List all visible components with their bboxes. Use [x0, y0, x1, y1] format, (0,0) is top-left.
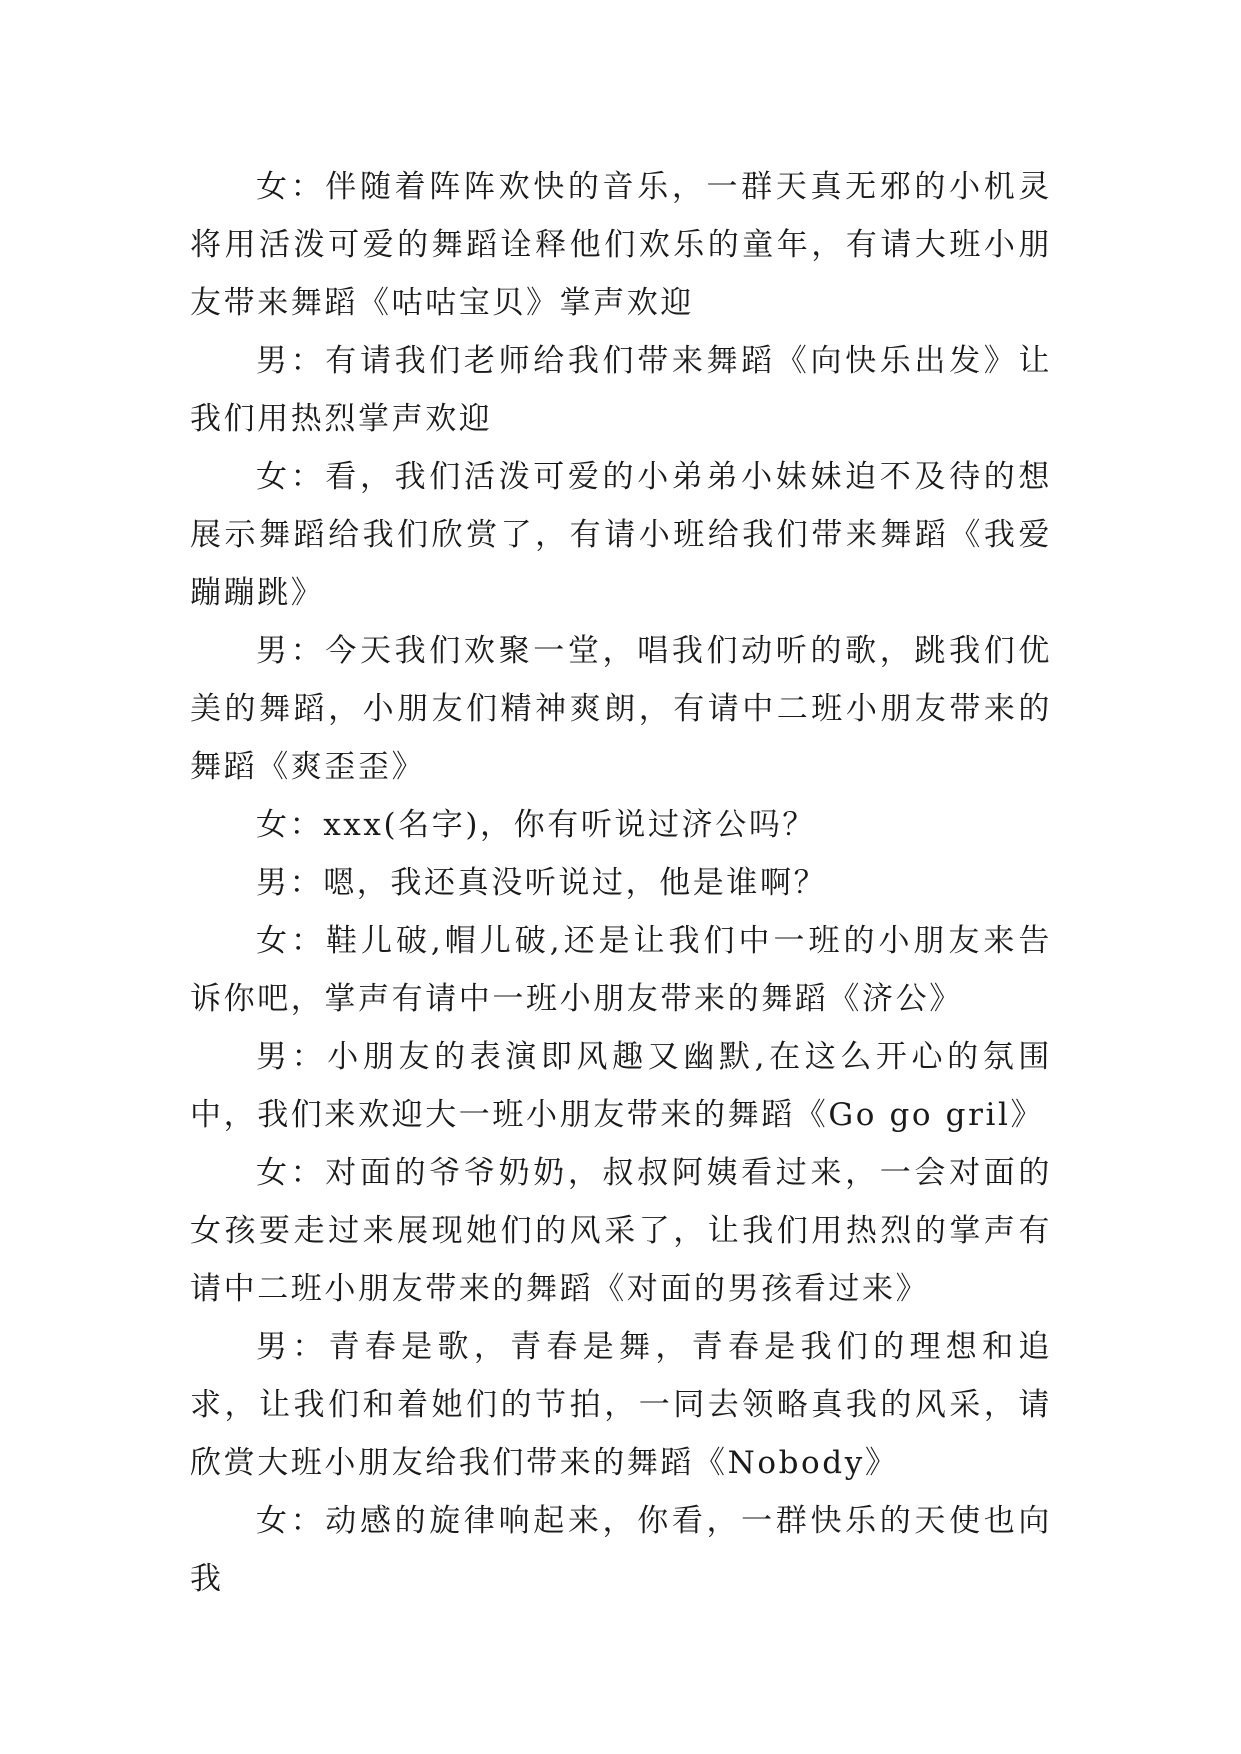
paragraph-8: 男：小朋友的表演即风趣又幽默,在这么开心的氛围中，我们来欢迎大一班小朋友带来的舞蹈《Go go gril》 [190, 1039, 1052, 1133]
paragraph-7: 女：鞋儿破,帽儿破,还是让我们中一班的小朋友来告诉你吧，掌声有请中一班小朋友带来的舞蹈《济公》 [190, 923, 1052, 1017]
paragraph-3: 女：看，我们活泼可爱的小弟弟小妹妹迫不及待的想展示舞蹈给我们欣赏了，有请小班给我们带来舞蹈《我爱蹦蹦跳》 [190, 459, 1052, 611]
paragraph-6: 男：嗯，我还真没听说过，他是谁啊？ [256, 865, 828, 901]
paragraph-9: 女：对面的爷爷奶奶，叔叔阿姨看过来，一会对面的女孩要走过来展现她们的风采了，让我们用热烈的掌声有请中二班小朋友带来的舞蹈《对面的男孩看过来》 [190, 1155, 1052, 1307]
paragraph-5: 女：xxx(名字)，你有听说过济公吗？ [256, 807, 817, 843]
paragraph-11: 女：动感的旋律响起来，你看，一群快乐的天使也向我 [190, 1503, 1052, 1597]
paragraph-1: 女：伴随着阵阵欢快的音乐，一群天真无邪的小机灵将用活泼可爱的舞蹈诠释他们欢乐的童年，有请大班小朋友带来舞蹈《咕咕宝贝》掌声欢迎 [190, 169, 1052, 321]
paragraph-2: 男：有请我们老师给我们带来舞蹈《向快乐出发》让我们用热烈掌声欢迎 [190, 343, 1052, 437]
paragraph-4: 男：今天我们欢聚一堂，唱我们动听的歌，跳我们优美的舞蹈，小朋友们精神爽朗，有请中二班小朋友带来的舞蹈《爽歪歪》 [190, 633, 1052, 785]
paragraph-10: 男：青春是歌，青春是舞，青春是我们的理想和追求，让我们和着她们的节拍，一同去领略真我的风采，请欣赏大班小朋友给我们带来的舞蹈《Nobody》 [190, 1329, 1052, 1481]
document-body [190, 158, 1052, 1608]
